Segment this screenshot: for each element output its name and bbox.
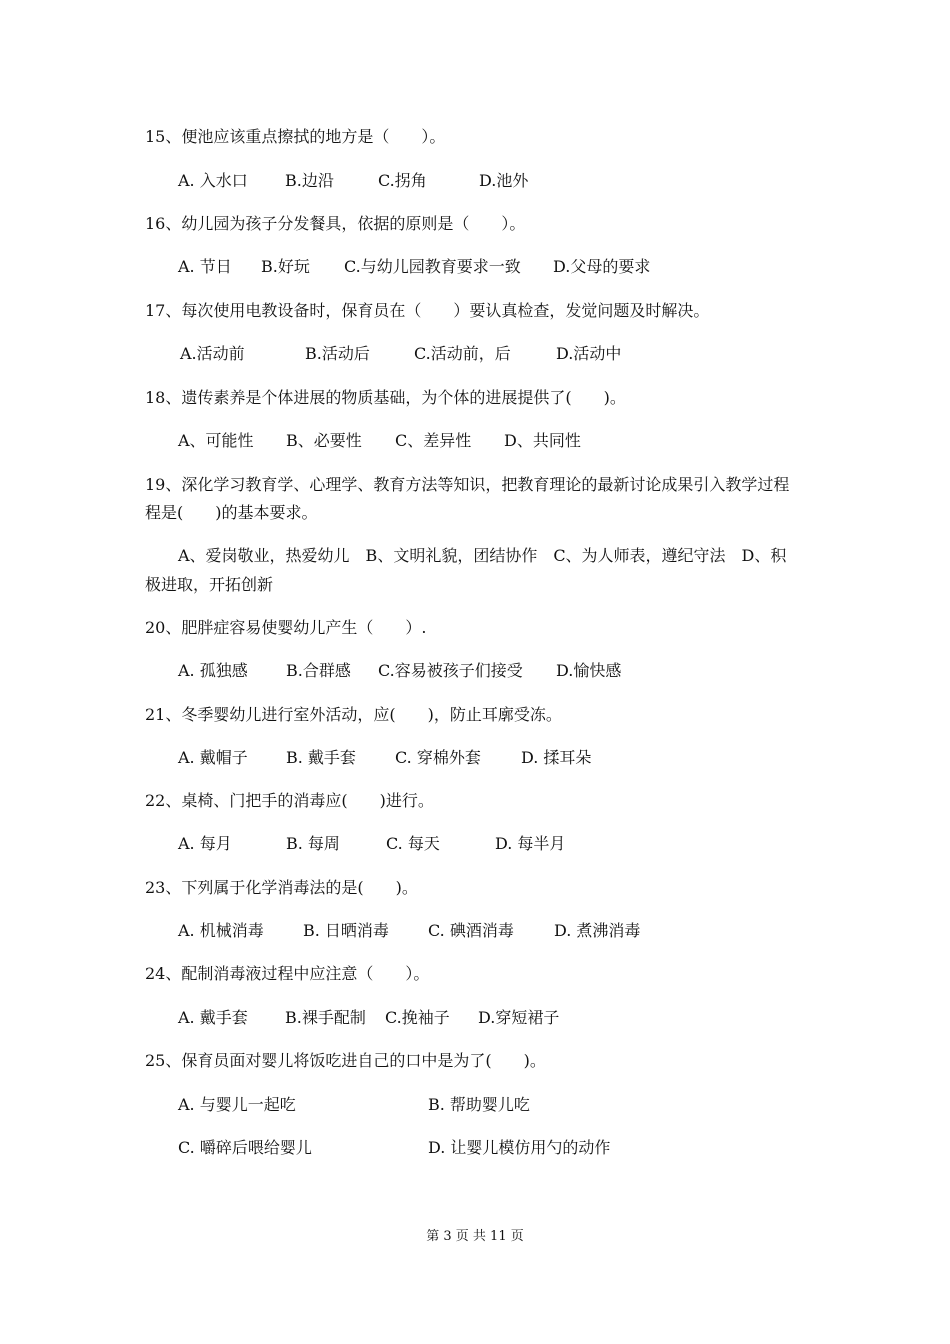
page-number-footer: 第 3 页 共 11 页 bbox=[426, 1229, 524, 1244]
q16-option-b: B.好玩 bbox=[261, 257, 310, 276]
q22-option-c: C. 每天 bbox=[386, 834, 440, 853]
q22-option-d: D. 每半月 bbox=[495, 834, 566, 853]
q18-option-c: C、差异性 bbox=[395, 431, 472, 450]
q21-option-d: D. 揉耳朵 bbox=[521, 748, 592, 767]
q19-options-line-1: A、爱岗敬业，热爱幼儿 B、文明礼貌，团结协作 C、为人师表，遵纪守法 D、积 bbox=[178, 546, 787, 565]
q20-option-d: D.愉快感 bbox=[556, 661, 622, 680]
q21-option-c: C. 穿棉外套 bbox=[395, 748, 481, 767]
q22-option-a: A. 每月 bbox=[178, 834, 232, 853]
q15-option-b: B.边沿 bbox=[285, 171, 334, 190]
q18-option-d: D、共同性 bbox=[504, 431, 581, 450]
q16-option-a: A. 节日 bbox=[178, 257, 232, 276]
q25-option-d: D. 让婴儿模仿用勺的动作 bbox=[428, 1138, 611, 1157]
q22-option-b: B. 每周 bbox=[286, 834, 340, 853]
q15-option-a: A. 入水口 bbox=[178, 171, 248, 190]
q17-option-c: C.活动前，后 bbox=[414, 344, 511, 363]
q23-option-d: D. 煮沸消毒 bbox=[554, 921, 641, 940]
q16-option-d: D.父母的要求 bbox=[553, 257, 651, 276]
question-23: 23、下列属于化学消毒法的是( )。 bbox=[145, 878, 418, 897]
q24-option-a: A. 戴手套 bbox=[178, 1008, 248, 1027]
q25-option-c: C. 嚼碎后喂给婴儿 bbox=[178, 1138, 312, 1157]
q23-option-b: B. 日晒消毒 bbox=[303, 921, 389, 940]
question-17: 17、每次使用电教设备时，保育员在（ ）要认真检查，发觉问题及时解决。 bbox=[145, 301, 710, 320]
question-25: 25、保育员面对婴儿将饭吃进自己的口中是为了( )。 bbox=[145, 1051, 546, 1070]
question-21: 21、冬季婴幼儿进行室外活动，应( )，防止耳廓受冻。 bbox=[145, 705, 562, 724]
q19-options-line-2: 极进取，开拓创新 bbox=[145, 575, 274, 594]
q21-option-a: A. 戴帽子 bbox=[178, 748, 248, 767]
q25-option-b: B. 帮助婴儿吃 bbox=[428, 1095, 530, 1114]
question-19-line-2: 程是( )的基本要求。 bbox=[145, 503, 318, 522]
q24-option-c: C.挽袖子 bbox=[385, 1008, 450, 1027]
q17-option-a: A.活动前 bbox=[180, 344, 245, 363]
question-15: 15、便池应该重点擦拭的地方是（ ）。 bbox=[145, 127, 446, 146]
q15-option-c: C.拐角 bbox=[378, 171, 427, 190]
q21-option-b: B. 戴手套 bbox=[286, 748, 356, 767]
q20-option-b: B.合群感 bbox=[286, 661, 351, 680]
q16-option-c: C.与幼儿园教育要求一致 bbox=[344, 257, 521, 276]
question-19-line-1: 19、深化学习教育学、心理学、教育方法等知识，把教育理论的最新讨论成果引入教学过程 bbox=[145, 475, 790, 494]
question-24: 24、配制消毒液过程中应注意（ ）。 bbox=[145, 964, 430, 983]
q15-option-d: D.池外 bbox=[479, 171, 529, 190]
q20-option-c: C.容易被孩子们接受 bbox=[378, 661, 523, 680]
q17-option-d: D.活动中 bbox=[556, 344, 622, 363]
q24-option-d: D.穿短裙子 bbox=[478, 1008, 560, 1027]
q25-option-a: A. 与婴儿一起吃 bbox=[178, 1095, 296, 1114]
question-22: 22、桌椅、门把手的消毒应( )进行。 bbox=[145, 791, 434, 810]
q17-option-b: B.活动后 bbox=[305, 344, 370, 363]
q23-option-a: A. 机械消毒 bbox=[178, 921, 264, 940]
q18-option-b: B、必要性 bbox=[286, 431, 362, 450]
q18-option-a: A、可能性 bbox=[178, 431, 254, 450]
question-16: 16、幼儿园为孩子分发餐具，依据的原则是（ ）。 bbox=[145, 214, 526, 233]
q23-option-c: C. 碘酒消毒 bbox=[428, 921, 514, 940]
question-20: 20、肥胖症容易使婴幼儿产生（ ）. bbox=[145, 618, 427, 637]
q20-option-a: A. 孤独感 bbox=[178, 661, 248, 680]
question-18: 18、遗传素养是个体进展的物质基础，为个体的进展提供了( )。 bbox=[145, 388, 626, 407]
q24-option-b: B.裸手配制 bbox=[285, 1008, 366, 1027]
